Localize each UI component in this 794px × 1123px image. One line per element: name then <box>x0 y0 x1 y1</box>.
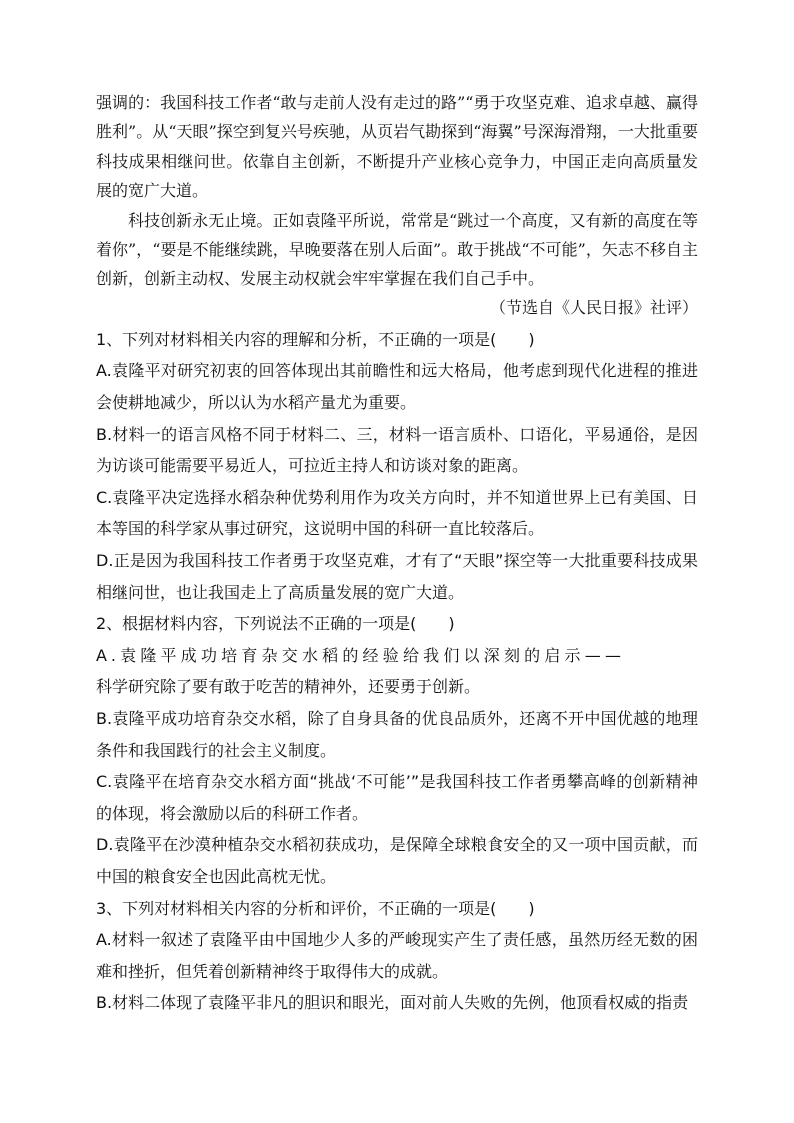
question-1-stem: 1、下列对材料相关内容的理解和分析，不正确的一项是( ) <box>96 329 535 349</box>
question-1-option-b: B.材料一的语言风格不同于材料二、三，材料一语言质朴、口语化，平易通俗，是因为访谈可能需要平易近人，可拉近主持人和访谈对象的距离。 <box>96 424 698 476</box>
question-2-option-b: B.袁隆平成功培育杂交水稻，除了自身具备的优良品质外，还离不开中国优越的地理条件和我国践行的社会主义制度。 <box>96 708 698 760</box>
question-2-option-a-line1: A.袁隆平成功培育杂交水稻的经验给我们以深刻的启示—— <box>96 645 626 665</box>
question-3-option-a: A.材料一叙述了袁隆平由中国地少人多的严峻现实产生了责任感，虽然历经无数的困难和挫折，但凭着创新精神终于取得伟大的成就。 <box>96 930 698 981</box>
document-page <box>96 88 698 1019</box>
passage-source: （节选自《人民日报》社评） <box>489 297 698 317</box>
question-2-stem: 2、根据材料内容，下列说法不正确的一项是( ) <box>96 614 455 634</box>
question-1-option-a: A.袁隆平对研究初衷的回答体现出其前瞻性和远大格局，他考虑到现代化进程的推进会使耕地减少，所以认为水稻产量尤为重要。 <box>96 361 698 413</box>
question-2-option-a-line2: 科学研究除了要有敢于吃苦的精神外，还要勇于创新。 <box>96 677 481 697</box>
passage-paragraph-1: 强调的：我国科技工作者“敢与走前人没有走过的路”“勇于攻坚克难、追求卓越、赢得胜利”。从“天眼”探空到复兴号疾驰，从页岩气勘探到“海翼”号深海滑翔，一大批重要科技成果相继问世。依靠自主创新，不断提升产业核心竞争力，中国正走向高质量发展的宽广大道。 <box>96 93 698 201</box>
question-2-option-d: D.袁隆平在沙漠种植杂交水稻初获成功，是保障全球粮食安全的又一项中国贡献，而中国的粮食安全也因此高枕无忧。 <box>96 835 698 886</box>
question-1-option-d: D.正是因为我国科技工作者勇于攻坚克难，才有了“天眼”探空等一大批重要科技成果相继问世，也让我国走上了高质量发展的宽广大道。 <box>96 551 698 602</box>
passage-paragraph-2: 科技创新永无止境。正如袁隆平所说，常常是“跳过一个高度，又有新的高度在等着你”，“要是不能继续跳，早晚要落在别人后面”。敢于挑战“不可能”，矢志不移自主创新，创新主动权、发展主动权就会牢牢掌握在我们自己手中。 <box>96 210 698 289</box>
question-2-option-c: C.袁隆平在培育杂交水稻方面“挑战‘不可能’”是我国科技工作者勇攀高峰的创新精神的体现，将会激励以后的科研工作者。 <box>96 772 698 823</box>
question-1-option-c: C.袁隆平决定选择水稻杂种优势利用作为攻关方向时，并不知道世界上已有美国、日本等国的科学家从事过研究，这说明中国的科研一直比较落后。 <box>96 487 698 539</box>
question-3-stem: 3、下列对材料相关内容的分析和评价，不正确的一项是( ) <box>96 898 535 918</box>
question-3 <box>96 893 698 1019</box>
question-2 <box>96 608 698 892</box>
question-1 <box>96 324 698 608</box>
question-3-option-b: B.材料二体现了袁隆平非凡的胆识和眼光，面对前人失败的先例，他顶看权威的指责 <box>96 993 689 1013</box>
